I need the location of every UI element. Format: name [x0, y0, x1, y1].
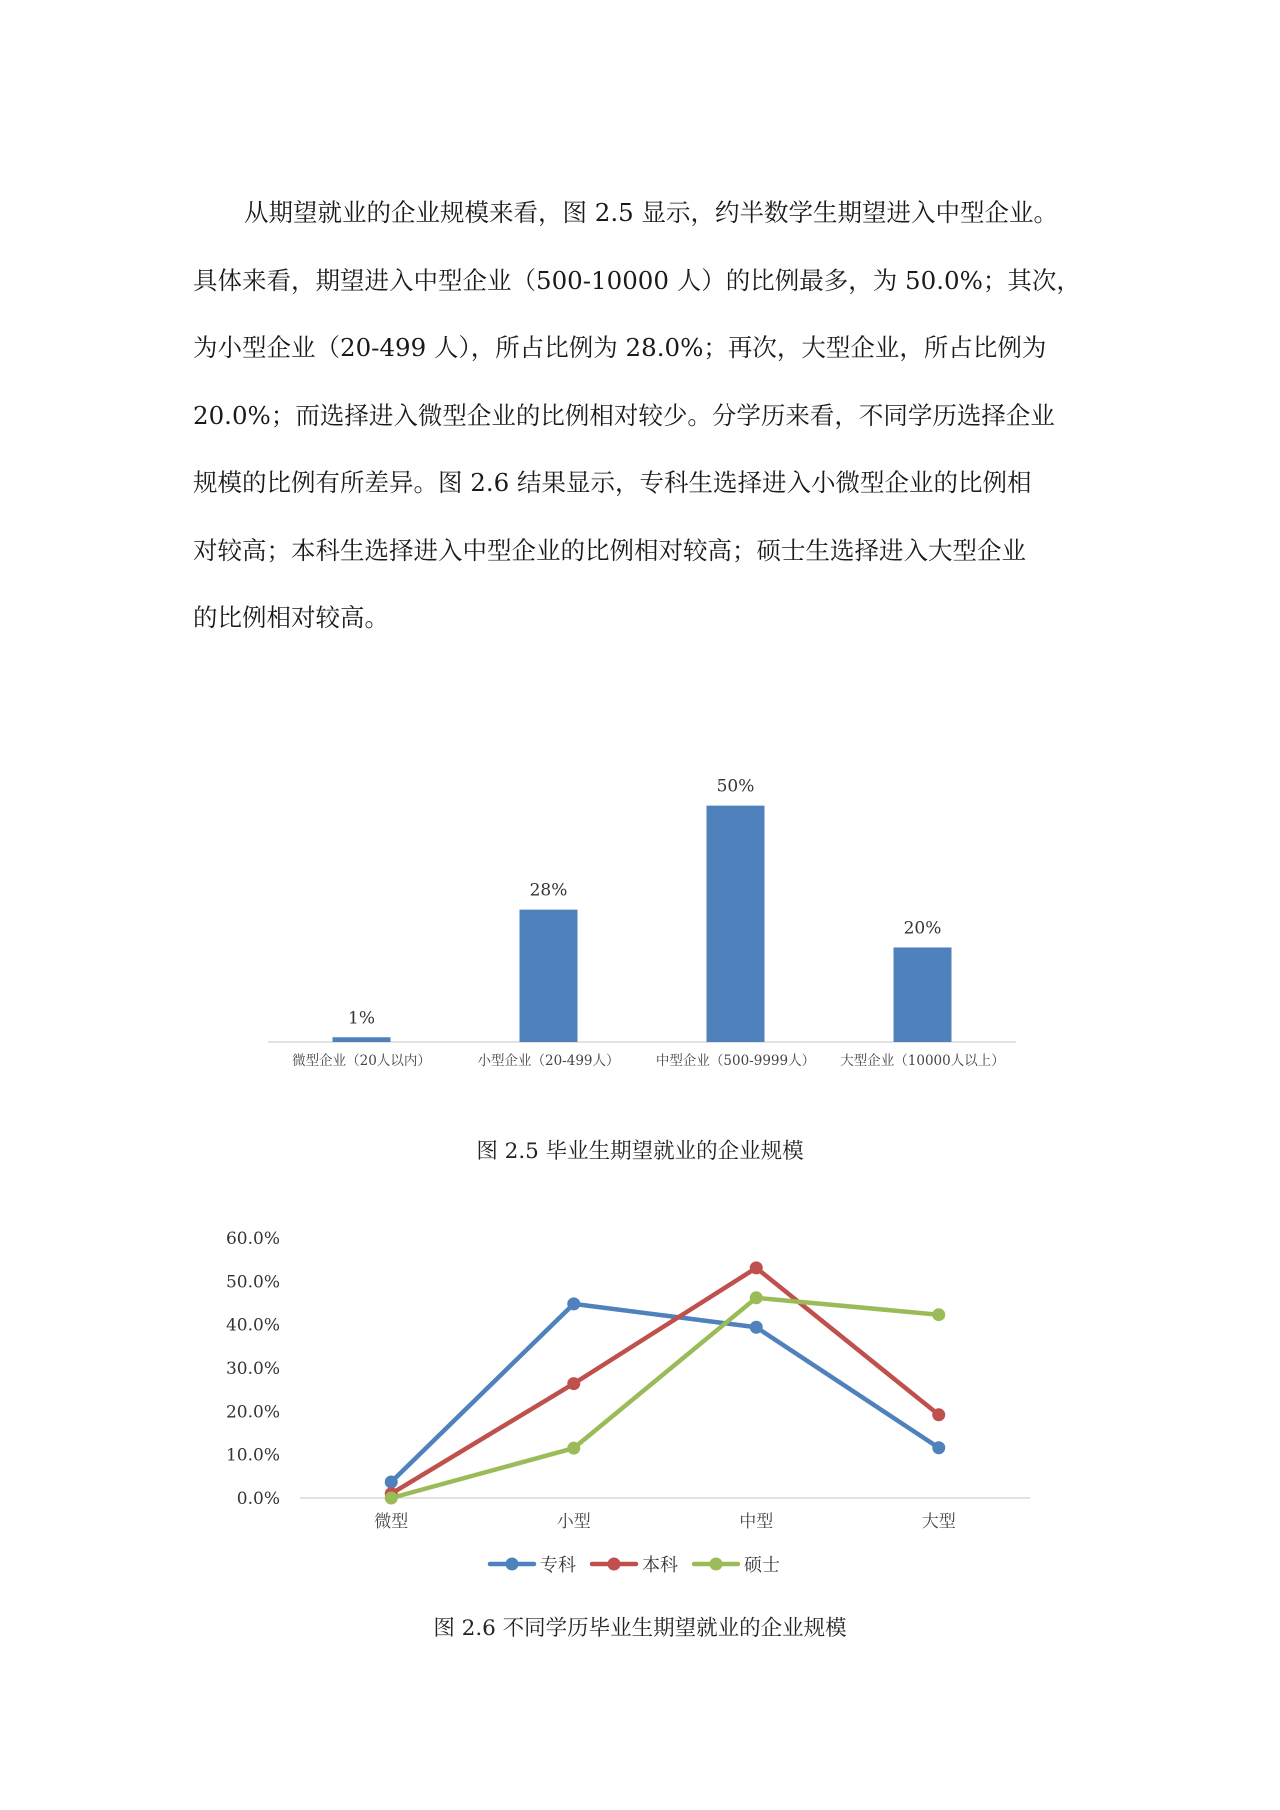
legend-swatch-marker [710, 1558, 723, 1571]
data-point [932, 1441, 945, 1454]
y-tick-label: 10.0% [225, 1445, 280, 1466]
y-tick-label: 60.0% [225, 1229, 280, 1249]
data-point [385, 1492, 398, 1505]
data-point [932, 1308, 945, 1321]
bar [520, 910, 578, 1042]
data-point [750, 1261, 763, 1274]
series-line-专科 [391, 1304, 939, 1482]
bar [707, 806, 765, 1042]
paragraph-line: 从期望就业的企业规模来看，图 2.5 显示，约半数学生期望进入中型企业。 [244, 198, 1059, 227]
legend-label: 专科 [540, 1555, 576, 1576]
y-tick-label: 40.0% [225, 1315, 280, 1336]
x-tick-label: 中型企业（500-9999人） [655, 1053, 816, 1069]
y-tick-label: 20.0% [225, 1402, 280, 1423]
y-tick-label: 50.0% [225, 1272, 280, 1293]
y-tick-label: 30.0% [225, 1359, 280, 1379]
paragraph-line: 为小型企业（20-499 人），所占比例为 28.0%；再次，大型企业，所占比例为 [193, 333, 1047, 362]
y-tick-label: 0.0% [236, 1489, 280, 1509]
data-point [385, 1475, 398, 1488]
bar [333, 1037, 391, 1042]
x-tick-label: 大型 [921, 1512, 956, 1532]
paragraph-line: 规模的比例有所差异。图 2.6 结果显示，专科生选择进入小微型企业的比例相 [193, 468, 1032, 497]
paragraph-line: 对较高；本科生选择进入中型企业的比例相对较高；硕士生选择进入大型企业 [193, 535, 1026, 565]
legend-label: 本科 [642, 1555, 678, 1576]
bar [894, 947, 952, 1042]
bar-data-label: 20% [903, 918, 942, 939]
bar-data-label: 28% [529, 880, 568, 901]
legend-label: 硕士 [744, 1555, 780, 1576]
x-tick-label: 小型企业（20-499人） [477, 1053, 620, 1069]
x-tick-label: 微型企业（20人以内） [292, 1053, 431, 1069]
data-point [567, 1442, 580, 1455]
x-tick-label: 小型 [556, 1512, 591, 1532]
data-point [932, 1408, 945, 1421]
x-tick-label: 微型 [374, 1512, 409, 1532]
paragraph-line: 的比例相对较高。 [193, 603, 389, 632]
bar-data-label: 1% [348, 1008, 375, 1029]
paragraph-line: 具体来看，期望进入中型企业（500-10000 人）的比例最多，为 50.0%；其次， [193, 265, 1081, 295]
legend-swatch-marker [506, 1558, 519, 1571]
x-tick-label: 中型 [739, 1512, 774, 1532]
series-line-本科 [391, 1268, 939, 1494]
data-point [567, 1297, 580, 1310]
data-point [567, 1377, 580, 1390]
x-tick-label: 大型企业（10000人以上） [840, 1053, 1005, 1069]
data-point [750, 1321, 763, 1334]
figure-2-5-caption: 图 2.5 毕业生期望就业的企业规模 [476, 1139, 804, 1164]
legend-swatch-marker [608, 1558, 621, 1571]
bar-data-label: 50% [716, 776, 755, 797]
data-point [750, 1291, 763, 1304]
figure-2-6-caption: 图 2.6 不同学历毕业生期望就业的企业规模 [433, 1616, 847, 1641]
paragraph-line: 20.0%；而选择进入微型企业的比例相对较少。分学历来看，不同学历选择企业 [193, 400, 1055, 430]
